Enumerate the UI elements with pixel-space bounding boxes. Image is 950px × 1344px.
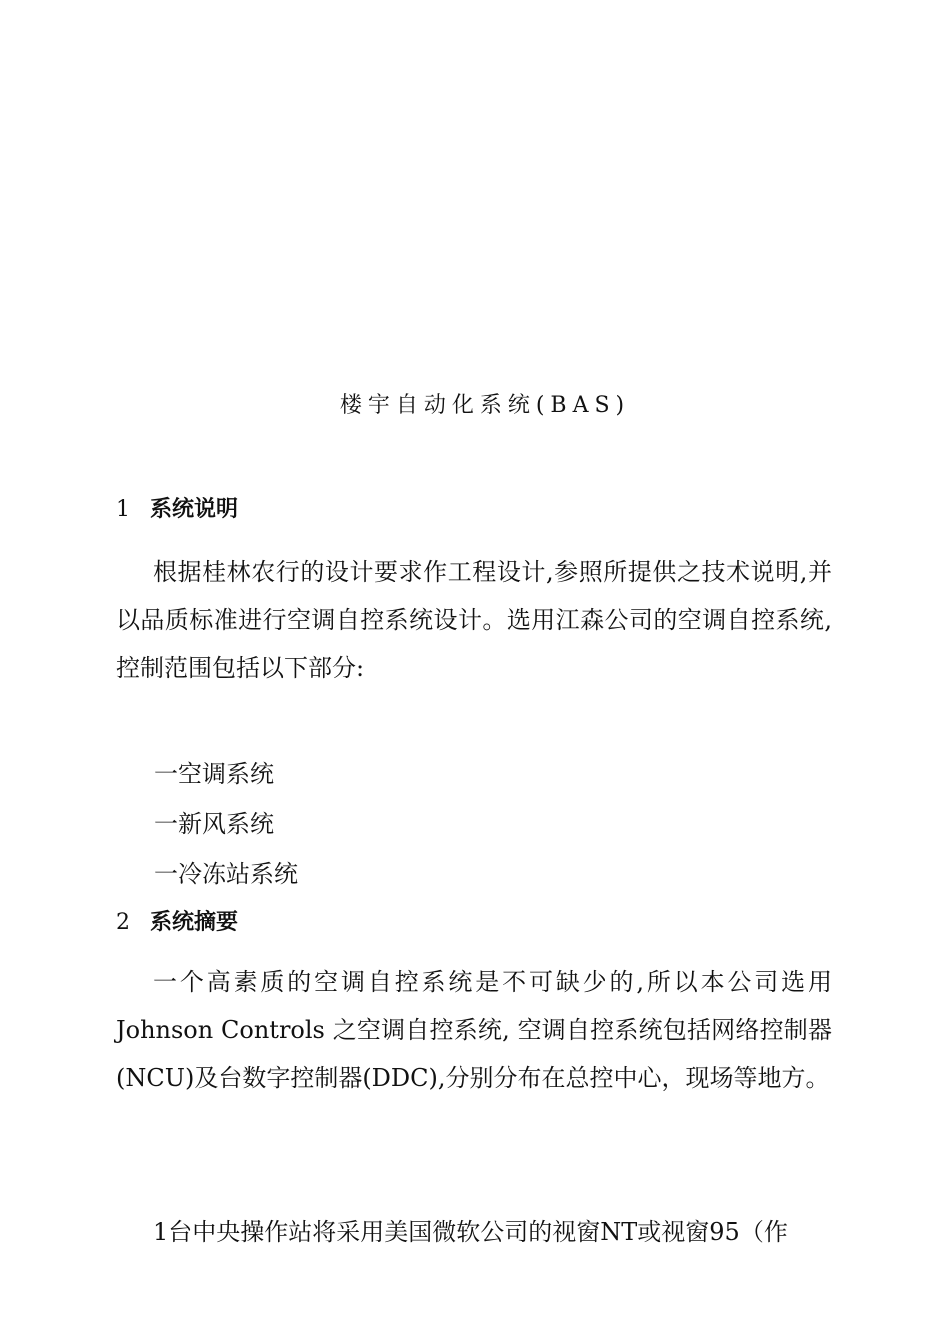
section-1-heading	[116, 492, 238, 523]
section-1-number: 1	[116, 497, 130, 522]
list-item-chiller-system: 一冷冻站系统	[154, 860, 298, 888]
section-1-title: 系统说明	[150, 496, 239, 522]
section-2-paragraph-2: 1台中央操作站将采用美国微软公司的视窗NT或视窗95（作	[153, 1218, 788, 1246]
document-title: 楼宇自动化系统(BAS)	[339, 393, 631, 418]
section-2-paragraph: 一个高素质的空调自控系统是不可缺少的,所以本公司选用Johnson Controls 之空调自控系统, 空调自控系统包括网络控制器(NCU)及台数字控制器(DDC),分别分布在总控中心，现场等地方。	[116, 968, 832, 1092]
section-1-paragraph: 根据桂林农行的设计要求作工程设计,参照所提供之技术说明,并以品质标准进行空调自控系统设计。选用江森公司的空调自控系统,控制范围包括以下部分:	[116, 558, 832, 682]
section-2-heading	[116, 905, 238, 936]
list-item-ac-system: 一空调系统	[154, 760, 274, 788]
list-item-fresh-air-system: 一新风系统	[154, 810, 274, 838]
section-2-title: 系统摘要	[150, 909, 239, 935]
section-2-number: 2	[116, 910, 130, 935]
